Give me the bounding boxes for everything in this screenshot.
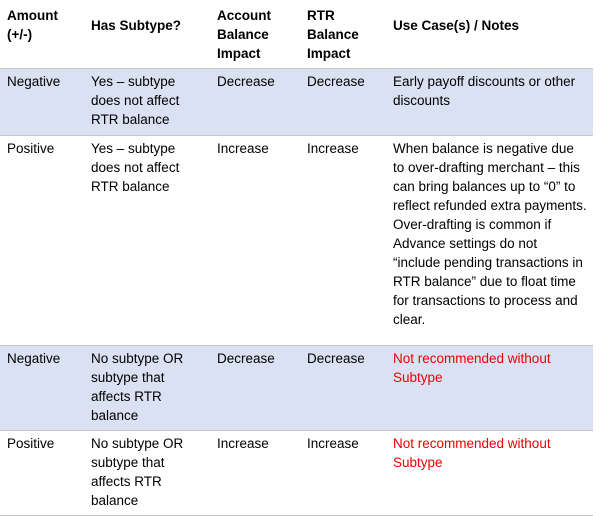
cell-rtr-impact: Decrease <box>300 69 386 136</box>
table-row <box>0 346 593 431</box>
cell-rtr-impact: Increase <box>300 431 386 516</box>
cell-account-impact: Decrease <box>210 346 300 431</box>
header-amount: Amount (+/-) <box>0 0 84 69</box>
cell-use-case: Early payoff discounts or other discounts <box>386 69 593 136</box>
header-use-case-notes: Use Case(s) / Notes <box>386 0 593 69</box>
table-row <box>0 69 593 136</box>
cell-rtr-impact: Decrease <box>300 346 386 431</box>
cell-amount: Positive <box>0 136 84 346</box>
cell-account-impact: Decrease <box>210 69 300 136</box>
cell-amount: Negative <box>0 346 84 431</box>
cell-amount: Positive <box>0 431 84 516</box>
cell-use-case: When balance is negative due to over-drafting merchant – this can bring balances up to “0” to reflect refunded extra payments. Over-drafting is common if Advance settings do not “include pending transactions in RTR balance” due to float time for transactions to process and clear. <box>386 136 593 346</box>
cell-account-impact: Increase <box>210 431 300 516</box>
header-rtr-balance-impact: RTR Balance Impact <box>300 0 386 69</box>
cell-use-case-warning: Not recommended without Subtype <box>386 346 593 431</box>
cell-has-subtype: Yes – subtype does not affect RTR balance <box>84 69 210 136</box>
table-row <box>0 136 593 346</box>
cell-account-impact: Increase <box>210 136 300 346</box>
cell-has-subtype: Yes – subtype does not affect RTR balance <box>84 136 210 346</box>
cell-amount: Negative <box>0 69 84 136</box>
header-has-subtype: Has Subtype? <box>84 0 210 69</box>
cell-rtr-impact: Increase <box>300 136 386 346</box>
cell-has-subtype: No subtype OR subtype that affects RTR balance <box>84 431 210 516</box>
cell-has-subtype: No subtype OR subtype that affects RTR balance <box>84 346 210 431</box>
table-row <box>0 431 593 516</box>
table-header-row <box>0 0 593 69</box>
cell-use-case-warning: Not recommended without Subtype <box>386 431 593 516</box>
header-account-balance-impact: Account Balance Impact <box>210 0 300 69</box>
